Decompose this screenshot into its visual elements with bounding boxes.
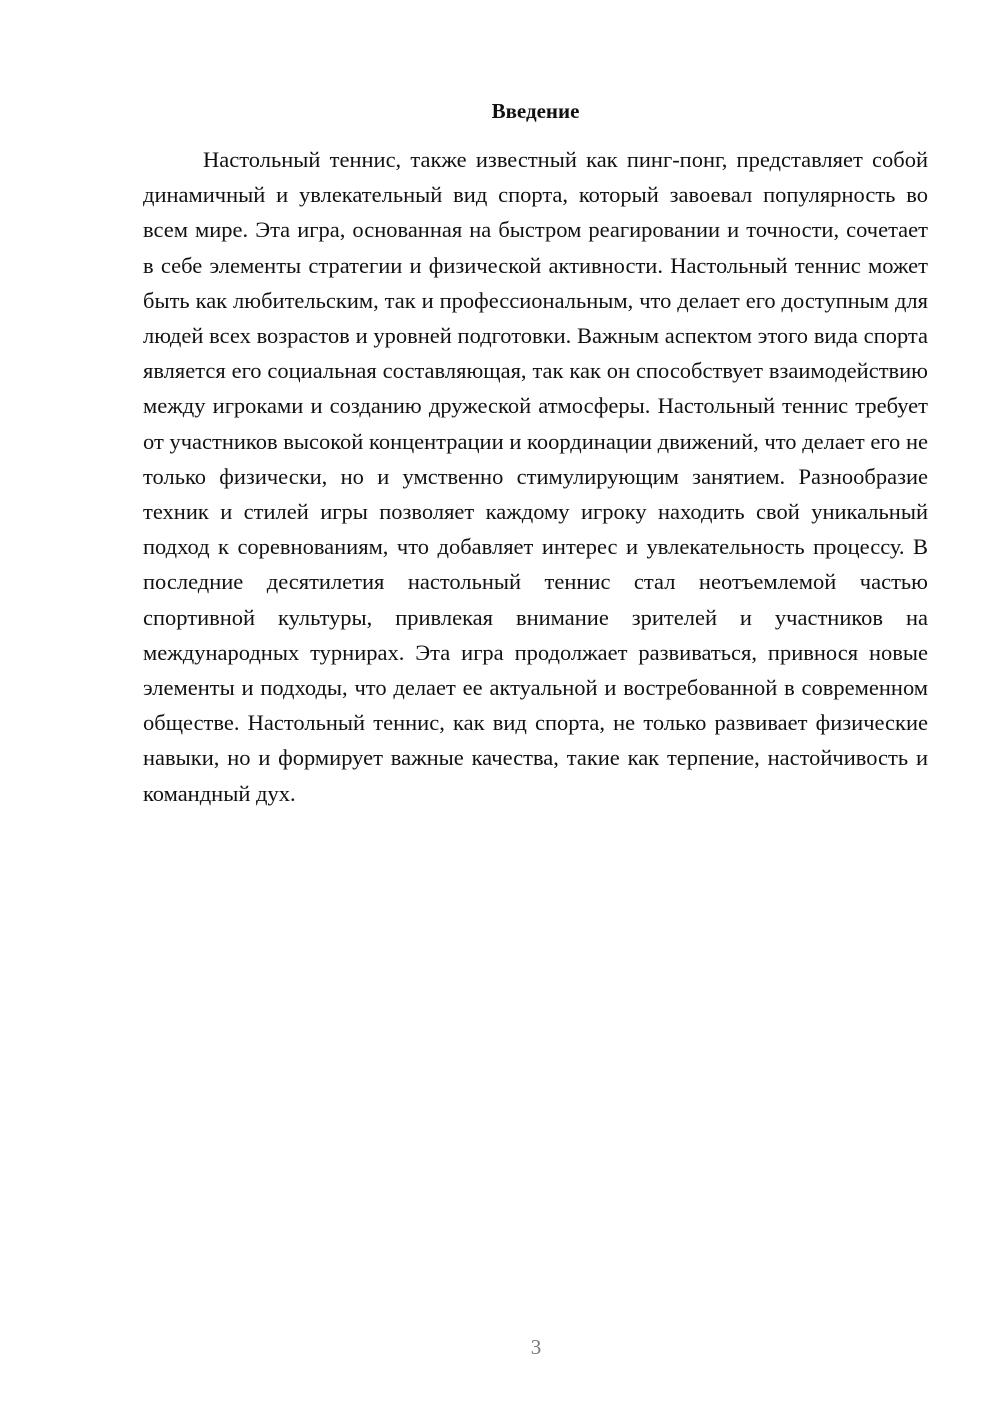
section-heading: Введение bbox=[491, 99, 580, 123]
page-number: 3 bbox=[530, 1335, 542, 1359]
intro-paragraph: Настольный теннис, также известный как пинг-понг, представляет собой динамичный и увлекательный вид спорта, который завоевал популярность во всем мире. Эта игра, основанная на быстром реагировании и точности, сочетает в себе элементы стратегии и физической активности. Настольный теннис может быть как любительским, так и профессиональным, что делает его доступным для людей всех возрастов и уровней подготовки. Важным аспектом этого вида спорта является его социальная составляющая, так как он способствует взаимодействию между игроками и созданию дружеской атмосферы. Настольный теннис требует от участников высокой концентрации и координации движений, что делает его не только физически, но и умственно стимулирующим занятием. Разнообразие техник и стилей игры позволяет каждому игроку находить свой уникальный подход к соревнованиям, что добавляет интерес и увлекательность процессу. В последние десятилетия настольный теннис стал неотъемлемой частью спортивной культуры, привлекая внимание зрителей и участников на международных турнирах. Эта игра продолжает развиваться, привнося новые элементы и подходы, что делает ее актуальной и востребованной в современном обществе. Настольный теннис, как вид спорта, не только развивает физические навыки, но и формирует важные качества, такие как терпение, настойчивость и командный дух. bbox=[143, 147, 928, 806]
